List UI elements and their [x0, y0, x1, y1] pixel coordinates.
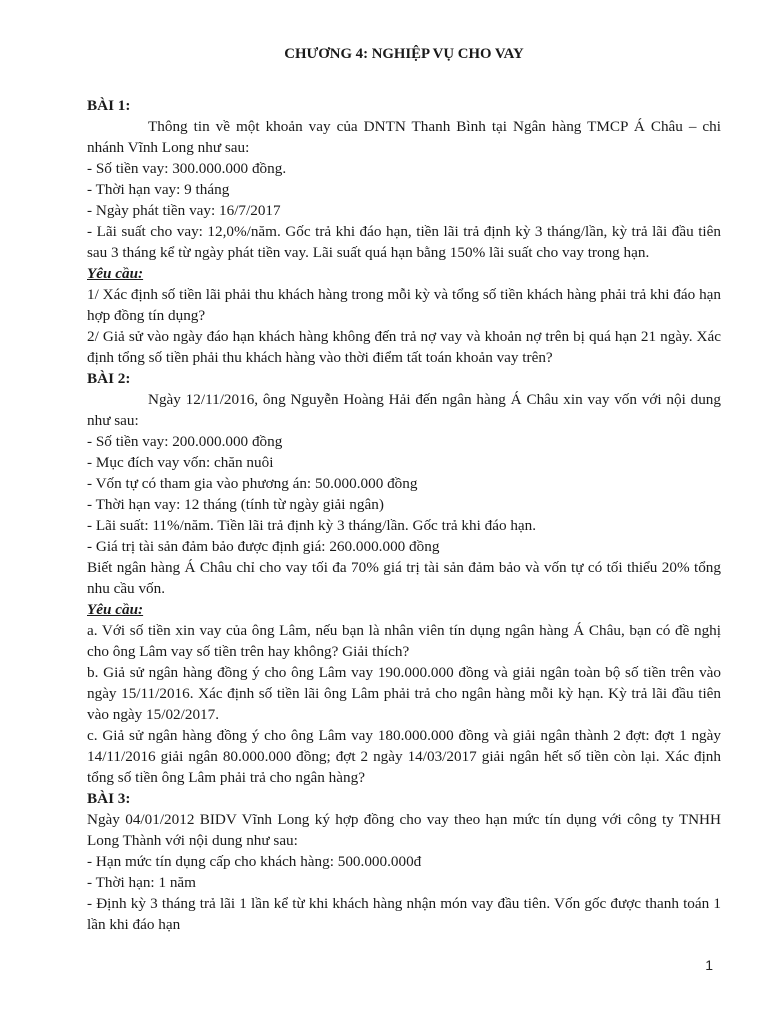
requirement-item: b. Giả sử ngân hàng đồng ý cho ông Lâm vay 190.000.000 đồng và giải ngân toàn bộ số tiền trên vào ngày 15/11/2016. Xác định số tiền lãi ông Lâm phải trả cho ngân hàng mỗi kỳ hạn. Kỳ trả lãi đầu tiên vào ngày 15/02/2017. — [87, 664, 721, 723]
section-intro: Ngày 12/11/2016, ông Nguyễn Hoàng Hải đến ngân hàng Á Châu xin vay vốn với nội dung như sau: — [87, 391, 721, 429]
info-item: - Lãi suất cho vay: 12,0%/năm. Gốc trả khi đáo hạn, tiền lãi trả định kỳ 3 tháng/lần, kỳ trả lãi đầu tiên sau 3 tháng kể từ ngày phát tiền vay. Lãi suất quá hạn bằng 150% lãi suất cho vay trong hạn. — [87, 223, 721, 261]
info-item: - Thời hạn vay: 9 tháng — [87, 181, 230, 198]
section-intro: Ngày 04/01/2012 BIDV Vĩnh Long ký hợp đồng cho vay theo hạn mức tín dụng với công ty TNHH Long Thành với nội dung như sau: — [87, 811, 721, 849]
requirement-label: Yêu cầu: — [87, 601, 144, 618]
requirement-label: Yêu cầu: — [87, 265, 144, 282]
section-heading: BÀI 3: — [87, 790, 131, 807]
section-heading: BÀI 1: — [87, 97, 131, 114]
info-item: - Hạn mức tín dụng cấp cho khách hàng: 500.000.000đ — [87, 853, 422, 870]
requirement-item: c. Giả sử ngân hàng đồng ý cho ông Lâm vay 180.000.000 đồng và giải ngân thành 2 đợt: đợt 1 ngày 14/11/2016 giải ngân 80.000.000 đồng; đợt 2 ngày 14/03/2017 giải ngân hết số tiền còn lại. Xác định tổng số tiền ông Lâm phải trả cho ngân hàng? — [87, 727, 721, 786]
page-number: 1 — [705, 957, 713, 973]
requirement-item: 1/ Xác định số tiền lãi phải thu khách hàng trong mỗi kỳ và tổng số tiền khách hàng phải trả khi đáo hạn hợp đồng tín dụng? — [87, 286, 721, 324]
info-item: - Định kỳ 3 tháng trả lãi 1 lần kể từ khi khách hàng nhận món vay đầu tiên. Vốn gốc được thanh toán 1 lần khi đáo hạn — [87, 895, 721, 933]
document-page — [87, 40, 721, 935]
section-heading: BÀI 2: — [87, 370, 131, 387]
info-item: - Số tiền vay: 300.000.000 đồng. — [87, 160, 287, 177]
requirement-item: 2/ Giả sử vào ngày đáo hạn khách hàng không đến trả nợ vay và khoản nợ trên bị quá hạn 21 ngày. Xác định tổng số tiền phải thu khách hàng vào thời điểm tất toán khoản vay trên? — [87, 328, 721, 366]
info-item: - Vốn tự có tham gia vào phương án: 50.000.000 đồng — [87, 475, 418, 492]
section-note: Biết ngân hàng Á Châu chỉ cho vay tối đa 70% giá trị tài sản đảm bảo và vốn tự có tối thiểu 20% tổng nhu cầu vốn. — [87, 559, 721, 597]
requirement-item: a. Với số tiền xin vay của ông Lâm, nếu bạn là nhân viên tín dụng ngân hàng Á Châu, bạn có đề nghị cho ông Lâm vay số tiền trên hay không? Giải thích? — [87, 622, 721, 660]
info-item: - Số tiền vay: 200.000.000 đồng — [87, 433, 283, 450]
info-item: - Mục đích vay vốn: chăn nuôi — [87, 454, 274, 471]
info-item: - Lãi suất: 11%/năm. Tiền lãi trả định kỳ 3 tháng/lần. Gốc trả khi đáo hạn. — [87, 517, 537, 534]
info-item: - Thời hạn: 1 năm — [87, 874, 196, 891]
info-item: - Ngày phát tiền vay: 16/7/2017 — [87, 202, 281, 219]
info-item: - Giá trị tài sản đảm bảo được định giá: 260.000.000 đồng — [87, 538, 440, 555]
section-intro: Thông tin về một khoản vay của DNTN Thanh Bình tại Ngân hàng TMCP Á Châu – chi nhánh Vĩnh Long như sau: — [87, 118, 721, 156]
info-item: - Thời hạn vay: 12 tháng (tính từ ngày giải ngân) — [87, 496, 384, 513]
chapter-title: CHƯƠNG 4: NGHIỆP VỤ CHO VAY — [284, 46, 524, 62]
